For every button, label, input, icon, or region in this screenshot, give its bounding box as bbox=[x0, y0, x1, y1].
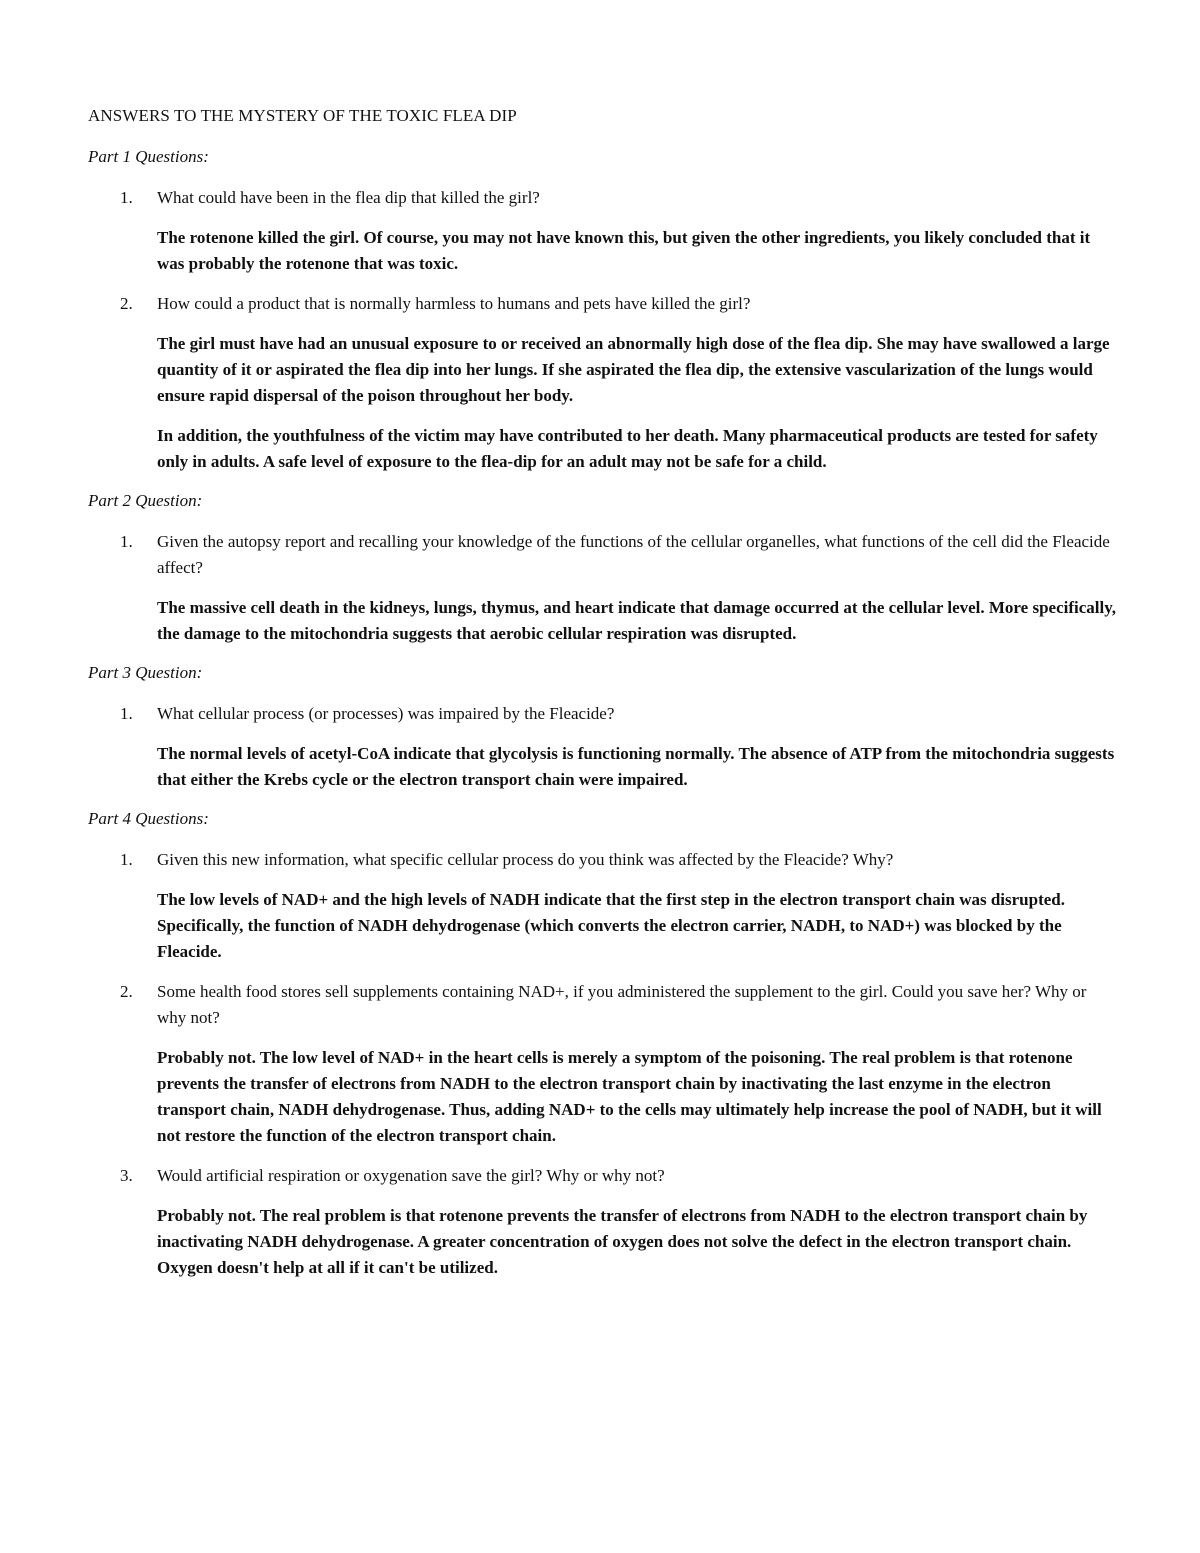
question-text: What cellular process (or processes) was impaired by the Fleacide? bbox=[157, 704, 615, 723]
question-number: 3. bbox=[120, 1166, 133, 1185]
question-item bbox=[88, 529, 1118, 647]
question-number: 1. bbox=[120, 704, 133, 723]
answer-paragraph: The rotenone killed the girl. Of course, you may not have known this, but given the other ingredients, you likely concluded that it was probably the rotenone that was toxic. bbox=[157, 228, 1091, 273]
document-title: ANSWERS TO THE MYSTERY OF THE TOXIC FLEA DIP bbox=[88, 106, 517, 125]
question-list bbox=[88, 529, 1118, 647]
answer-paragraph: Probably not. The real problem is that rotenone prevents the transfer of electrons from NADH to the electron transport chain by inactivating NADH dehydrogenase. A greater concentration of oxygen does not solve the defect in the electron transport chain. Oxygen doesn't help at all if it can't be utilized. bbox=[157, 1206, 1088, 1277]
question-number: 1. bbox=[120, 188, 133, 207]
question-item bbox=[88, 701, 1118, 793]
question-number: 1. bbox=[120, 850, 133, 869]
question-item bbox=[88, 979, 1118, 1149]
answer-paragraph: Probably not. The low level of NAD+ in the heart cells is merely a symptom of the poisoning. The real problem is that rotenone prevents the transfer of electrons from NADH to the electron transport chain by inactivating the last enzyme in the electron transport chain, NADH dehydrogenase. Thus, adding NAD+ to the cells may ultimately help increase the pool of NADH, but it will not restore the function of the electron transport chain. bbox=[157, 1048, 1102, 1145]
question-text: Some health food stores sell supplements containing NAD+, if you administered the supplement to the girl. Could you save her? Why or why not? bbox=[157, 982, 1087, 1027]
question-number: 1. bbox=[120, 532, 133, 551]
part-section bbox=[88, 489, 1118, 647]
question-text: What could have been in the flea dip that killed the girl? bbox=[157, 188, 540, 207]
question-text: Given this new information, what specific cellular process do you think was affected by the Fleacide? Why? bbox=[157, 850, 894, 869]
part-section bbox=[88, 661, 1118, 793]
part-heading: Part 2 Question: bbox=[88, 491, 203, 510]
question-list bbox=[88, 847, 1118, 1281]
answer-paragraph: The girl must have had an unusual exposure to or received an abnormally high dose of the flea dip. She may have swallowed a large quantity of it or aspirated the flea dip into her lungs. If she aspirated the flea dip, the extensive vascularization of the lungs would ensure rapid dispersal of the poison throughout her body. bbox=[157, 334, 1110, 405]
question-list bbox=[88, 701, 1118, 793]
question-number: 2. bbox=[120, 982, 133, 1001]
answer-paragraph: The low levels of NAD+ and the high levels of NADH indicate that the first step in the electron transport chain was disrupted. Specifically, the function of NADH dehydrogenase (which converts the electron carrier, NADH, to NAD+) was blocked by the Fleacide. bbox=[157, 890, 1065, 961]
question-list bbox=[88, 185, 1118, 475]
question-text: How could a product that is normally harmless to humans and pets have killed the girl? bbox=[157, 294, 751, 313]
answer-paragraph: The normal levels of acetyl-CoA indicate that glycolysis is functioning normally. The absence of ATP from the mitochondria suggests that either the Krebs cycle or the electron transport chain were impaired. bbox=[157, 744, 1115, 789]
question-item bbox=[88, 847, 1118, 965]
question-item bbox=[88, 1163, 1118, 1281]
part-heading: Part 4 Questions: bbox=[88, 809, 209, 828]
question-item bbox=[88, 185, 1118, 277]
document-page bbox=[88, 104, 1118, 1295]
answer-paragraph: In addition, the youthfulness of the victim may have contributed to her death. Many pharmaceutical products are tested for safety only in adults. A safe level of exposure to the flea-dip for an adult may not be safe for a child. bbox=[157, 426, 1098, 471]
question-item bbox=[88, 291, 1118, 475]
parts-container bbox=[88, 145, 1118, 1281]
part-section bbox=[88, 807, 1118, 1281]
part-heading: Part 1 Questions: bbox=[88, 147, 209, 166]
question-text: Given the autopsy report and recalling your knowledge of the functions of the cellular organelles, what functions of the cell did the Fleacide affect? bbox=[157, 532, 1110, 577]
question-text: Would artificial respiration or oxygenation save the girl? Why or why not? bbox=[157, 1166, 665, 1185]
answer-paragraph: The massive cell death in the kidneys, lungs, thymus, and heart indicate that damage occurred at the cellular level. More specifically, the damage to the mitochondria suggests that aerobic cellular respiration was disrupted. bbox=[157, 598, 1117, 643]
part-section bbox=[88, 145, 1118, 475]
part-heading: Part 3 Question: bbox=[88, 663, 203, 682]
question-number: 2. bbox=[120, 294, 133, 313]
